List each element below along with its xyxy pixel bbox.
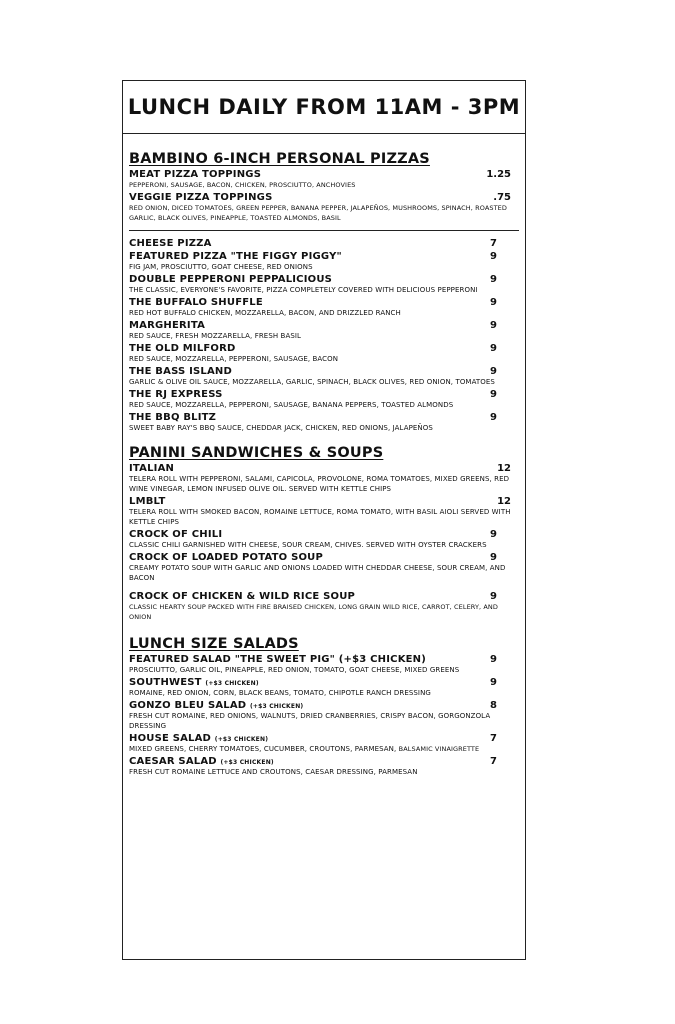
menu-item bbox=[129, 756, 517, 777]
item-desc: ROMAINE, RED ONION, CORN, BLACK BEANS, TOMATO, CHIPOTLE RANCH DRESSING bbox=[129, 689, 431, 697]
menu-item bbox=[129, 366, 517, 387]
menu-header bbox=[123, 81, 525, 134]
item-desc: CREAMY POTATO SOUP WITH GARLIC AND ONIONS LOADED WITH CHEDDAR CHEESE, SOUR CREAM, AND BACON bbox=[129, 564, 506, 582]
menu-content bbox=[129, 151, 517, 779]
item-price: 9 bbox=[490, 552, 497, 563]
item-name bbox=[129, 700, 303, 711]
menu-item bbox=[129, 654, 517, 675]
item-name: MEAT PIZZA TOPPINGS bbox=[129, 169, 262, 180]
item-price: 9 bbox=[490, 529, 497, 540]
item-name: CROCK OF LOADED POTATO SOUP bbox=[129, 552, 324, 563]
item-price: 7 bbox=[490, 733, 497, 744]
item-name bbox=[129, 677, 259, 688]
item-desc: TELERA ROLL WITH SMOKED BACON, ROMAINE LETTUCE, ROMA TOMATO, WITH BASIL AIOLI SERVED WITH KETTLE CHIPS bbox=[129, 508, 511, 526]
menu-item bbox=[129, 496, 517, 527]
item-desc: PEPPERONI, SAUSAGE, BACON, CHICKEN, PROSCIUTTO, ANCHOVIES bbox=[129, 181, 356, 189]
item-name bbox=[129, 756, 274, 767]
item-desc: FRESH CUT ROMAINE, RED ONIONS, WALNUTS, DRIED CRANBERRIES, CRISPY BACON, GORGONZOLA DRESSING bbox=[129, 712, 491, 730]
menu-item bbox=[129, 343, 517, 364]
item-desc: GARLIC & OLIVE OIL SAUCE, MOZZARELLA, GARLIC, SPINACH, BLACK OLIVES, RED ONION, TOMATOES bbox=[129, 378, 495, 386]
item-price: 7 bbox=[490, 756, 497, 767]
item-price: 8 bbox=[490, 700, 497, 711]
menu-item bbox=[129, 297, 517, 318]
item-price: 12 bbox=[497, 463, 511, 474]
item-desc-dressing: BALSAMIC VINAIGRETTE bbox=[398, 745, 480, 753]
item-desc: CLASSIC CHILI GARNISHED WITH CHEESE, SOUR CREAM, CHIVES. SERVED WITH OYSTER CRACKERS bbox=[129, 541, 487, 549]
item-name: THE BASS ISLAND bbox=[129, 366, 233, 377]
section-divider bbox=[129, 230, 519, 231]
item-desc: SWEET BABY RAY'S BBQ SAUCE, CHEDDAR JACK, CHICKEN, RED ONIONS, JALAPEÑOS bbox=[129, 424, 433, 432]
item-desc bbox=[129, 744, 517, 754]
item-name-text: CAESAR SALAD bbox=[129, 756, 217, 767]
item-desc: RED SAUCE, MOZZARELLA, PEPPERONI, SAUSAGE, BACON bbox=[129, 355, 339, 363]
item-price: 7 bbox=[490, 238, 497, 249]
topping-item bbox=[129, 169, 517, 190]
item-name-text: GONZO BLEU SALAD bbox=[129, 700, 247, 711]
item-name: CHEESE PIZZA bbox=[129, 238, 212, 249]
item-desc: CLASSIC HEARTY SOUP PACKED WITH FIRE BRAISED CHICKEN, LONG GRAIN WILD RICE, CARROT, CELERY, AND ONION bbox=[129, 603, 498, 621]
item-desc: RED SAUCE, FRESH MOZZARELLA, FRESH BASIL bbox=[129, 332, 302, 340]
section-title-pizzas: BAMBINO 6-INCH PERSONAL PIZZAS bbox=[129, 151, 430, 167]
menu-item bbox=[129, 552, 517, 583]
item-name: CROCK OF CHICKEN & WILD RICE SOUP bbox=[129, 591, 356, 602]
section-title-salads: LUNCH SIZE SALADS bbox=[129, 636, 299, 652]
topping-item bbox=[129, 192, 517, 223]
item-desc: FIG JAM, PROSCIUTTO, GOAT CHEESE, RED ONIONS bbox=[129, 263, 313, 271]
item-name-text: SOUTHWEST bbox=[129, 677, 202, 688]
item-name: THE RJ EXPRESS bbox=[129, 389, 223, 400]
item-name: THE BBQ BLITZ bbox=[129, 412, 217, 423]
item-price: 9 bbox=[490, 343, 497, 354]
menu-item bbox=[129, 389, 517, 410]
chicken-addon-note: (+$3 CHICKEN) bbox=[214, 736, 269, 743]
item-price: 9 bbox=[490, 412, 497, 423]
menu-item bbox=[129, 320, 517, 341]
item-desc: TELERA ROLL WITH PEPPERONI, SALAMI, CAPICOLA, PROVOLONE, ROMA TOMATOES, MIXED GREENS, RED WINE VINEGAR, LEMON INFUSED OLIVE OIL. SERVED WITH KETTLE CHIPS bbox=[129, 475, 510, 493]
section-title-panini: PANINI SANDWICHES & SOUPS bbox=[129, 445, 384, 461]
menu-item bbox=[129, 238, 517, 249]
item-name: THE BUFFALO SHUFFLE bbox=[129, 297, 263, 308]
item-price: 9 bbox=[490, 677, 497, 688]
item-price: 9 bbox=[490, 274, 497, 285]
item-price: 9 bbox=[490, 251, 497, 262]
menu-item bbox=[129, 412, 517, 433]
item-price: 1.25 bbox=[486, 169, 511, 180]
item-desc: PROSCIUTTO, GARLIC OIL, PINEAPPLE, RED ONION, TOMATO, GOAT CHEESE, MIXED GREENS bbox=[129, 666, 460, 674]
item-name: LMBLT bbox=[129, 496, 166, 507]
item-name: CROCK OF CHILI bbox=[129, 529, 223, 540]
menu-item bbox=[129, 274, 517, 295]
menu-item bbox=[129, 529, 517, 550]
item-name-text: HOUSE SALAD bbox=[129, 733, 212, 744]
item-name: THE OLD MILFORD bbox=[129, 343, 236, 354]
item-name: MARGHERITA bbox=[129, 320, 206, 331]
item-desc: RED SAUCE, MOZZARELLA, PEPPERONI, SAUSAGE, BANANA PEPPERS, TOASTED ALMONDS bbox=[129, 401, 454, 409]
menu-item bbox=[129, 677, 517, 698]
item-price: 12 bbox=[497, 496, 511, 507]
item-price: 9 bbox=[490, 654, 497, 665]
item-name bbox=[129, 733, 268, 744]
item-name: VEGGIE PIZZA TOPPINGS bbox=[129, 192, 273, 203]
menu-item bbox=[129, 251, 517, 272]
item-price: 9 bbox=[490, 591, 497, 602]
item-desc-text: MIXED GREENS, CHERRY TOMATOES, CUCUMBER, CROUTONS, PARMESAN, bbox=[129, 745, 399, 753]
item-price: .75 bbox=[493, 192, 511, 203]
chicken-addon-note: (+$3 CHICKEN) bbox=[205, 680, 259, 687]
item-price: 9 bbox=[490, 366, 497, 377]
item-price: 9 bbox=[490, 320, 497, 331]
item-desc: THE CLASSIC, EVERYONE'S FAVORITE, PIZZA COMPLETELY COVERED WITH DELICIOUS PEPPERONI bbox=[129, 286, 478, 294]
menu-title: LUNCH DAILY FROM 11AM - 3PM bbox=[127, 95, 521, 119]
item-price: 9 bbox=[490, 297, 497, 308]
menu-item bbox=[129, 591, 517, 622]
item-desc: FRESH CUT ROMAINE LETTUCE AND CROUTONS, CAESAR DRESSING, PARMESAN bbox=[129, 768, 418, 776]
menu-item bbox=[129, 733, 517, 754]
item-name: ITALIAN bbox=[129, 463, 175, 474]
item-name: DOUBLE PEPPERONI PEPPALICIOUS bbox=[129, 274, 333, 285]
item-desc: RED HOT BUFFALO CHICKEN, MOZZARELLA, BACON, AND DRIZZLED RANCH bbox=[129, 309, 401, 317]
chicken-addon-note: (+$3 CHICKEN) bbox=[220, 759, 274, 766]
chicken-addon-note: (+$3 CHICKEN) bbox=[249, 703, 304, 710]
item-price: 9 bbox=[490, 389, 497, 400]
item-name: FEATURED SALAD "THE SWEET PIG" (+$3 CHICKEN) bbox=[129, 654, 427, 665]
item-name: FEATURED PIZZA "THE FIGGY PIGGY" bbox=[129, 251, 342, 262]
item-desc: RED ONION, DICED TOMATOES, GREEN PEPPER, BANANA PEPPER, JALAPEÑOS, MUSHROOMS, SPINACH, ROASTED GARLIC, BLACK OLIVES, PINEAPPLE, TOASTED ALMONDS, BASIL bbox=[129, 204, 507, 222]
menu-item bbox=[129, 700, 517, 731]
menu-item bbox=[129, 463, 517, 494]
menu-frame bbox=[122, 80, 526, 960]
